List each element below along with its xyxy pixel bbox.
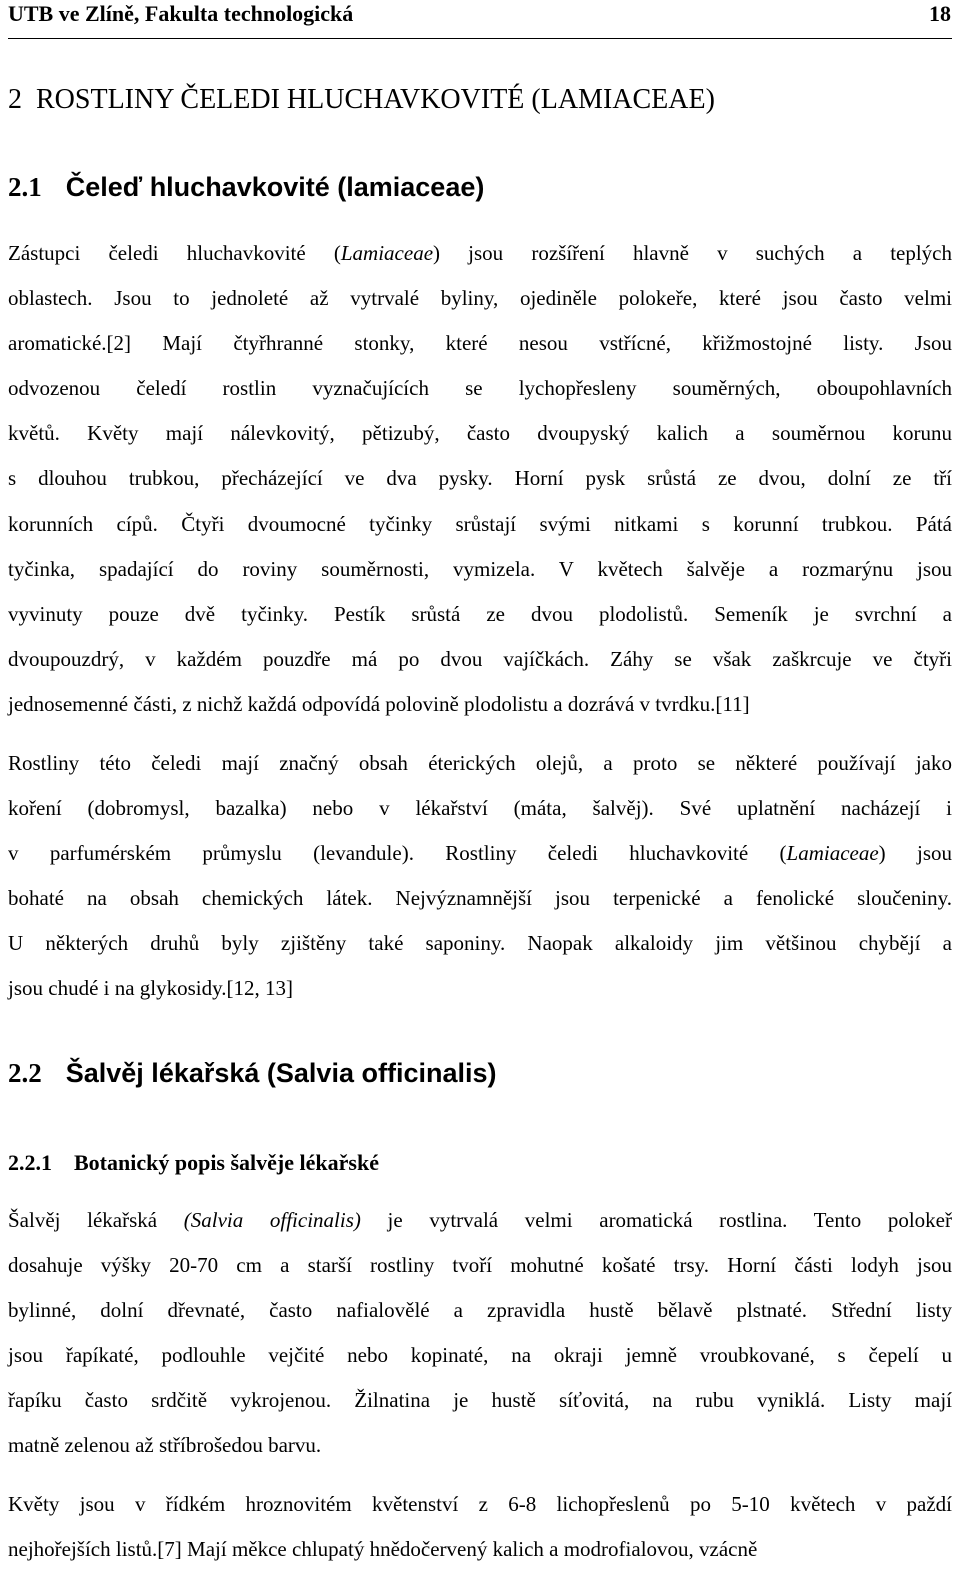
italic-term: (Salvia officinalis) (183, 1208, 361, 1232)
header-title: UTB ve Zlíně, Fakulta technologická (8, 1, 354, 26)
text-line: Šalvěj lékařská (Salvia officinalis) je vytrvalá velmi aromatická rostlina. Tento polokeř (8, 1208, 952, 1232)
text-line: jsou chudé i na glykosidy.[12, 13] (8, 976, 294, 1001)
italic-term: Lamiaceae (786, 841, 879, 866)
chapter-title: ROSTLINY ČELEDI HLUCHAVKOVITÉ (LAMIACEAE) (36, 84, 715, 115)
section-number: 2.1 (8, 172, 42, 202)
section-heading-2-2 (8, 1058, 496, 1089)
text-line: jednosemenné části, z nichž každá odpovídá polovině plodolistu a dozrává v tvrdku.[11] (8, 691, 750, 716)
paragraph (8, 741, 952, 1012)
text-line: oblastech. Jsou to jednoleté až vytrvalé byliny, ojediněle polokeře, které jsou často velmi (8, 286, 952, 311)
text-line: Zástupci čeledi hluchavkovité (Lamiaceae) jsou rozšíření hlavně v suchých a teplých (8, 241, 953, 265)
text-line: odvozenou čeledí rostlin vyznačujících se lychopřesleny souměrných, oboupohlavních (8, 376, 952, 401)
text-line: aromatické.[2] Mají čtyřhranné stonky, které nesou vstřícné, křižmostojné listy. Jsou (8, 331, 952, 356)
text-line: květů. Květy mají nálevkovitý, pětizubý, často dvoupyský kalich a souměrnou korunu (8, 421, 952, 446)
section-heading-2-1 (8, 172, 484, 203)
text-line: řapíku často srdčitě vykrojenou. Žilnatina je hustě síťovitá, na rubu vyniklá. Listy mají (8, 1388, 952, 1413)
text-line: Rostliny této čeledi mají značný obsah éterických olejů, a proto se některé používají jako (8, 751, 952, 775)
text-line: koření (dobromysl, bazalka) nebo v lékařství (máta, šalvěj). Své uplatnění nacházejí i (8, 796, 952, 821)
text-line: U některých druhů byly zjištěny také saponiny. Naopak alkaloidy jim většinou chybějí a (8, 931, 952, 956)
text-line: v parfumérském průmyslu (levandule). Rostliny čeledi hluchavkovité (Lamiaceae) jsou (8, 841, 952, 866)
running-header (8, 0, 952, 39)
text-line: s dlouhou trubkou, přecházející ve dva pysky. Horní pysk srůstá ze dvou, dolní ze tří (8, 466, 952, 491)
text-line: bohaté na obsah chemických látek. Nejvýznamnější jsou terpenické a fenolické sloučeniny. (8, 886, 952, 911)
text-line: korunních cípů. Čtyři dvoumocné tyčinky srůstají svými nitkami s korunní trubkou. Pátá (8, 511, 952, 536)
text-line: dosahuje výšky 20-70 cm a starší rostliny tvoří mohutné košaté trsy. Horní části lodyh jsou (8, 1253, 952, 1278)
section-number: 2.2 (8, 1058, 42, 1088)
paragraph (8, 231, 952, 727)
text-line: bylinné, dolní dřevnaté, často nafialovělé a zpravidla hustě bělavě plstnaté. Střední listy (8, 1298, 952, 1323)
chapter-heading (8, 84, 715, 116)
text-line: tyčinka, spadající do roviny souměrnosti, vymizela. V květech šalvěje a rozmarýnu jsou (8, 556, 952, 581)
paragraph (8, 1482, 952, 1572)
section-title: Čeleď hluchavkovité (lamiaceae) (65, 172, 485, 202)
subsection-title: Botanický popis šalvěje lékařské (74, 1150, 379, 1175)
subsection-number: 2.2.1 (8, 1150, 52, 1175)
section-title: Šalvěj lékařská (Salvia officinalis) (65, 1058, 497, 1088)
subsection-heading-2-2-1 (8, 1150, 379, 1176)
text-line: jsou řapíkaté, podlouhle vejčité nebo kopinaté, na okraji jemně vroubkované, s čepelí u (8, 1343, 952, 1368)
text-line: matně zelenou až stříbrošedou barvu. (8, 1433, 322, 1458)
paragraph (8, 1198, 952, 1469)
text-line: Květy jsou v řídkém hroznovitém květenství z 6-8 lichopřeslenů po 5-10 květech v paždí (8, 1492, 952, 1516)
italic-term: Lamiaceae (340, 241, 434, 265)
chapter-number: 2 (8, 84, 22, 115)
text-line: dvoupouzdrý, v každém pouzdře má po dvou vajíčkách. Záhy se však zaškrcuje ve čtyři (8, 646, 952, 671)
text-line: nejhořejších listů.[7] Mají měkce chlupatý hnědočervený kalich a modrofialovou, vzácně (8, 1537, 758, 1562)
text-line: vyvinuty pouze dvě tyčinky. Pestík srůstá ze dvou plodolistů. Semeník je svrchní a (8, 601, 952, 626)
page-number: 18 (929, 1, 951, 26)
